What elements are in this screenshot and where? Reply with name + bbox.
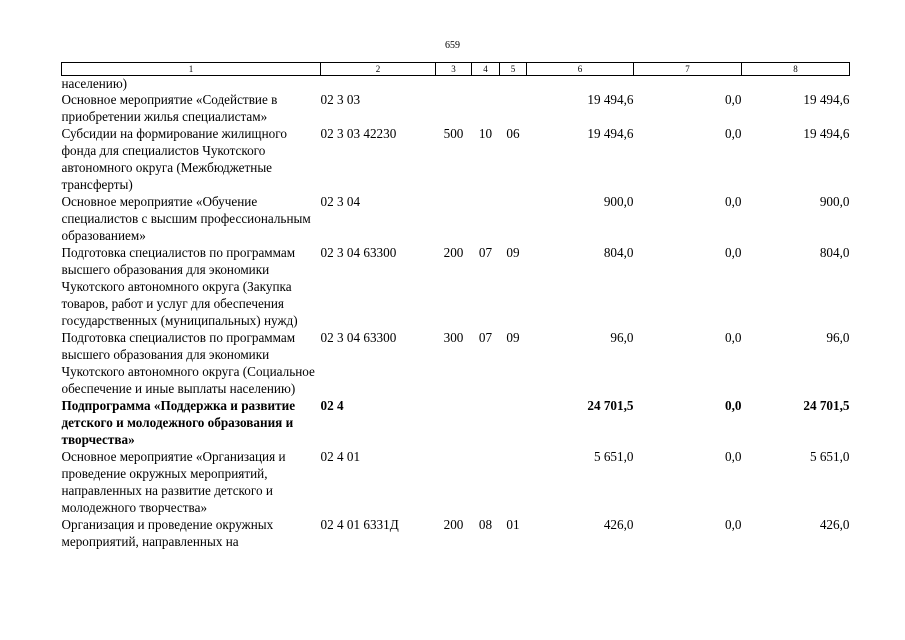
row-column-4-cell — [472, 448, 500, 516]
row-column-3-cell: 500 — [443, 126, 464, 141]
row-column-4-cell: 08 — [478, 517, 493, 532]
row-column-5-cell — [500, 448, 527, 516]
row-column-8-cell: 96,0 — [826, 330, 850, 345]
row-code-cell: 02 3 03 — [320, 92, 361, 107]
column-header-8: 8 — [742, 63, 850, 76]
row-column-4-cell: 10 — [478, 126, 493, 141]
row-name-cell: Основное мероприятие «Содействие в приобретении жилья специалистам» — [61, 92, 278, 124]
table-row — [62, 76, 850, 92]
table-body — [62, 76, 850, 551]
row-column-7-cell: 0,0 — [725, 449, 742, 464]
row-column-3-cell — [436, 397, 472, 448]
row-column-6-cell: 5 651,0 — [593, 449, 634, 464]
row-column-8-cell: 19 494,6 — [803, 92, 850, 107]
row-code-cell: 02 4 01 6331Д — [320, 517, 399, 532]
table-row — [62, 244, 850, 329]
table-row — [62, 125, 850, 193]
row-column-6-cell: 804,0 — [603, 245, 634, 260]
row-column-5-cell: 09 — [506, 245, 520, 260]
row-column-5-cell: 06 — [506, 126, 520, 141]
row-column-7-cell: 0,0 — [725, 398, 742, 413]
row-code-cell: 02 3 04 63300 — [320, 245, 397, 260]
row-column-5-cell — [500, 91, 527, 125]
row-code-cell: 02 3 03 42230 — [320, 126, 397, 141]
row-column-4-cell: 07 — [478, 330, 493, 345]
row-column-7-cell: 0,0 — [725, 92, 742, 107]
row-column-6-cell: 19 494,6 — [587, 126, 634, 141]
row-name-cell: населению) — [61, 76, 128, 91]
row-name-cell: Субсидии на формирование жилищного фонда для специалистов Чукотского автономного округа (Межбюджетные трансферты) — [61, 126, 287, 192]
row-column-5-cell — [500, 397, 527, 448]
table-row — [62, 193, 850, 244]
table-row — [62, 91, 850, 125]
row-column-5-cell — [500, 193, 527, 244]
column-header-7: 7 — [634, 63, 742, 76]
row-column-6-cell: 96,0 — [610, 330, 634, 345]
row-column-7-cell: 0,0 — [725, 194, 742, 209]
row-column-6-cell: 24 701,5 — [587, 398, 634, 413]
column-header-1: 1 — [62, 63, 321, 76]
row-column-4-cell — [472, 76, 500, 92]
row-name-cell: Подготовка специалистов по программам высшего образования для экономики Чукотского автономного округа (Закупка товаров, работ и услуг для обеспечения государственных (муниципальных) нужд) — [61, 245, 298, 328]
column-header-4: 4 — [472, 63, 500, 76]
row-column-3-cell: 200 — [443, 245, 464, 260]
row-column-8-cell: 19 494,6 — [803, 126, 850, 141]
row-column-8-cell: 426,0 — [819, 517, 850, 532]
row-column-4-cell — [472, 397, 500, 448]
row-column-8-cell: 804,0 — [819, 245, 850, 260]
column-header-6: 6 — [527, 63, 634, 76]
row-column-5-cell: 09 — [506, 330, 520, 345]
row-column-4-cell — [472, 91, 500, 125]
row-column-3-cell: 300 — [443, 330, 464, 345]
row-column-6-cell: 900,0 — [603, 194, 634, 209]
table-header-row — [62, 63, 850, 76]
row-column-7-cell: 0,0 — [725, 126, 742, 141]
row-column-7-cell: 0,0 — [725, 245, 742, 260]
row-column-3-cell — [436, 448, 472, 516]
row-column-3-cell: 200 — [443, 517, 464, 532]
row-code-cell — [321, 76, 436, 92]
table-row — [62, 329, 850, 397]
table-row — [62, 448, 850, 516]
row-name-cell: Основное мероприятие «Обучение специалистов с высшим профессиональным образованием» — [61, 194, 311, 243]
row-column-3-cell — [436, 91, 472, 125]
row-code-cell: 02 3 04 — [320, 194, 361, 209]
row-column-7-cell — [634, 76, 742, 92]
row-column-6-cell — [527, 76, 634, 92]
row-name-cell: Подпрограмма «Поддержка и развитие детского и молодежного образования и творчества» — [61, 398, 296, 447]
row-code-cell: 02 3 04 63300 — [320, 330, 397, 345]
row-name-cell: Основное мероприятие «Организация и проведение окружных мероприятий, направленных на развитие детского и молодежного творчества» — [61, 449, 286, 515]
row-column-8-cell — [742, 76, 850, 92]
row-column-3-cell — [436, 76, 472, 92]
row-column-6-cell: 19 494,6 — [587, 92, 634, 107]
row-code-cell: 02 4 — [320, 398, 344, 413]
table-row — [62, 397, 850, 448]
row-column-7-cell: 0,0 — [725, 517, 742, 532]
row-column-5-cell: 01 — [506, 517, 520, 532]
row-column-4-cell: 07 — [478, 245, 493, 260]
page-number: 659 — [445, 40, 460, 51]
column-header-5: 5 — [500, 63, 527, 76]
row-name-cell: Организация и проведение окружных мероприятий, направленных на — [61, 517, 274, 549]
row-column-8-cell: 5 651,0 — [809, 449, 850, 464]
row-name-cell: Подготовка специалистов по программам высшего образования для экономики Чукотского автономного округа (Социальное обеспечение и иные выплаты населению) — [61, 330, 315, 396]
table-row — [62, 516, 850, 550]
column-header-2: 2 — [321, 63, 436, 76]
row-column-8-cell: 24 701,5 — [803, 398, 850, 413]
row-column-7-cell: 0,0 — [725, 330, 742, 345]
row-column-5-cell — [500, 76, 527, 92]
row-column-6-cell: 426,0 — [603, 517, 634, 532]
row-column-4-cell — [472, 193, 500, 244]
budget-table — [61, 62, 850, 550]
row-column-8-cell: 900,0 — [819, 194, 850, 209]
row-column-3-cell — [436, 193, 472, 244]
row-code-cell: 02 4 01 — [320, 449, 361, 464]
column-header-3: 3 — [436, 63, 472, 76]
